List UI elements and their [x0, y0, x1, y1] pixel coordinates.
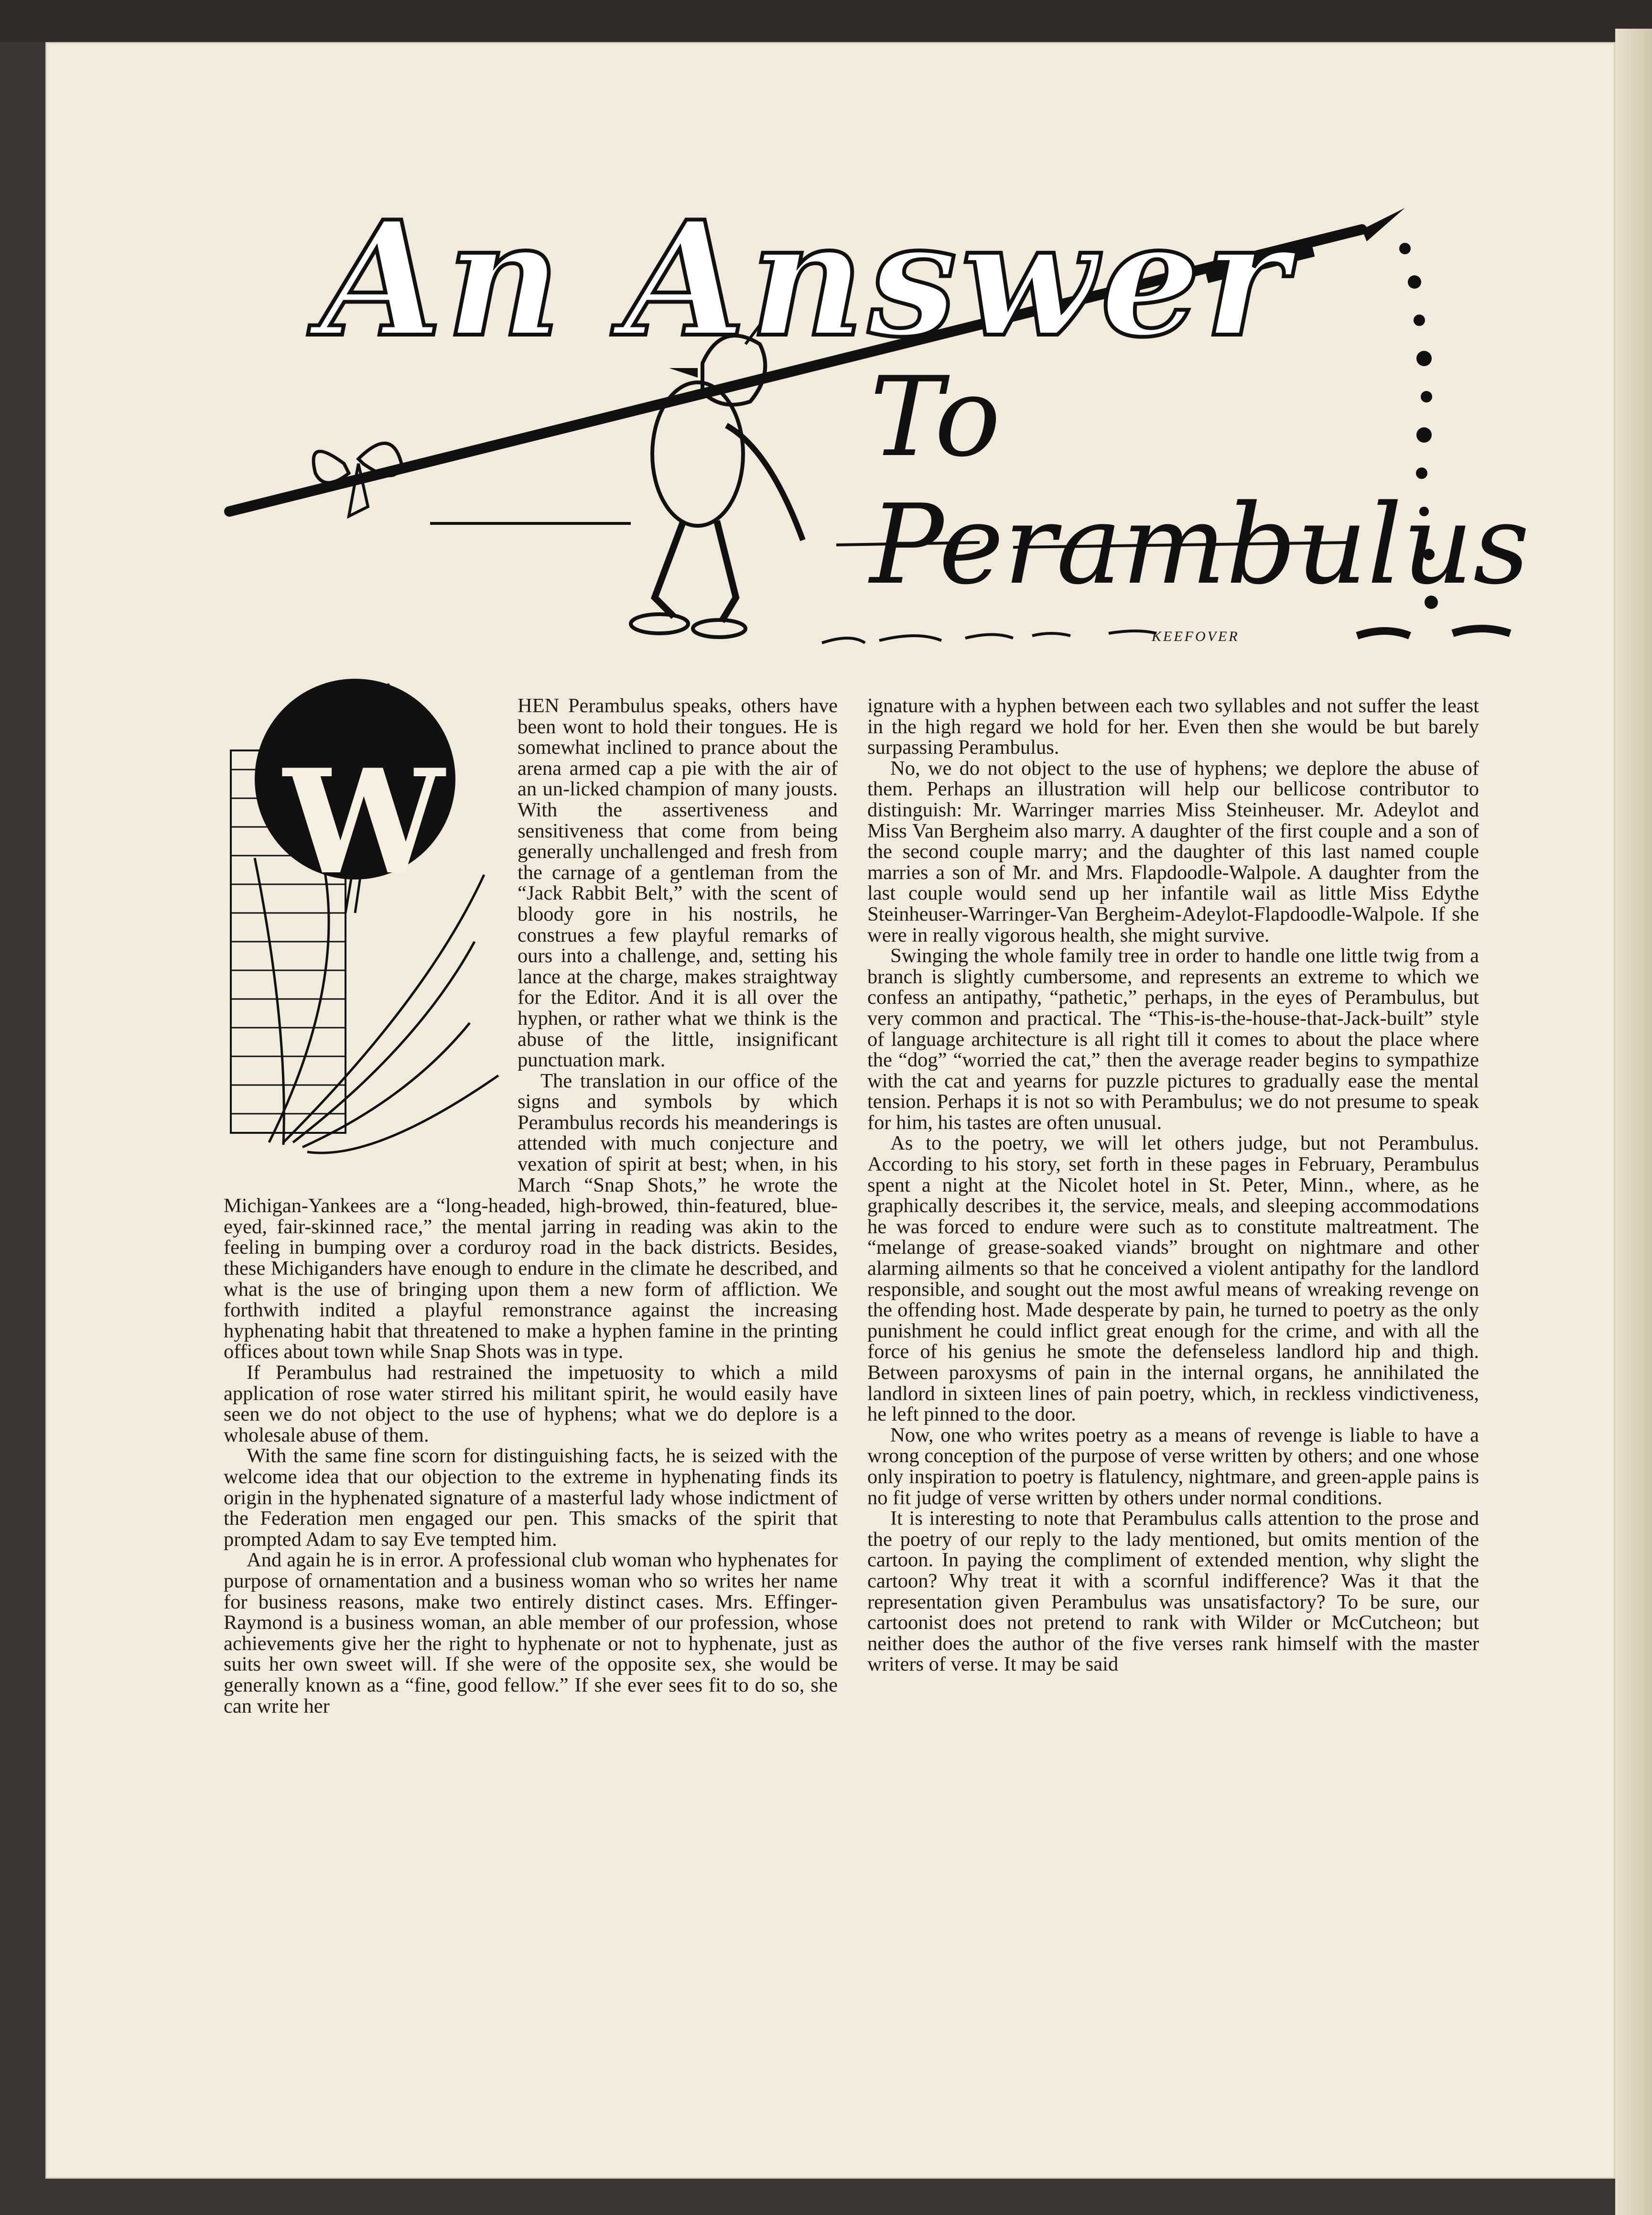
article-column-left — [224, 695, 838, 1716]
paragraph: ignature with a hyphen between each two syllables and not suffer the least in the high regard we hold for her. Even then she would be but barely surpassing Perambulus. — [867, 695, 1479, 759]
article-title-line1: An Answer — [320, 186, 1292, 372]
scan-right-edge — [1615, 29, 1652, 2215]
scan-top-edge — [0, 0, 1652, 42]
paragraph: As to the poetry, we will let others judge, but not Perambulus. According to his story, set forth in these pages in February, Perambulus spent a night at the Nicolet hotel in St. Peter, Minn., where, as he graphically describes it, the service, meals, and sleeping accommodations he was forced to endure were such as to constitute maltreatment. The “melange of grease-soaked viands” brought on nightmare and other alarming ailments so that he conceived a violent antipathy for the landlord responsible, and sought out the most awful means of wreaking revenge on the offending host. Made desperate by pain, he turned to poetry as the only punishment he could inflict great enough for the crime, and with all the force of his genius he smote the defenseless landlord hip and thigh. Between paroxysms of pain in the internal organs, he annihilated the landlord in sixteen lines of pain poetry, which, in reckless vindictiveness, he left pinned to the door. — [867, 1132, 1479, 1426]
ornamental-dropcap — [212, 674, 508, 1195]
paragraph: Swinging the whole family tree in order to handle one little twig from a branch is slightly cumbersome, and represents an extreme to which we confess an antipathy, “pathetic,” perhaps, in the eyes of Perambulus, but very common and practical. The “This-is-the-house-that-Jack-built” style of language architecture is all right till it comes to about the place where the “dog” “worried the cat,” then the average reader begins to sympathize with the cat and yearns for puzzle pictures to gradually ease the mental tension. Perhaps it is not so with Perambulus; we do not presume to speak for him, his tastes are often unusual. — [867, 945, 1479, 1134]
paragraph: No, we do not object to the use of hyphens; we deplore the abuse of them. Perhaps an illustration will help our bellicose contributor to distinguish: Mr. Warringer marries Miss Steinheuser. Mr. Adeylot and Miss Van Bergheim also marry. A daughter of the first couple and a son of the second couple marry; and the daughter of this last named couple marries a son of Mr. and Mrs. Flapdoodle-Walpole. A daughter from the last couple would send up her infantile wail as little Miss Edythe Steinheuser-Warringer-Van Bergheim-Adeylot-Flapdoodle-Walpole. If she were in really vigorous health, she might survive. — [867, 757, 1479, 946]
article-column-right — [867, 695, 1479, 1675]
paragraph: With the same fine scorn for distinguishing facts, he is seized with the welcome idea that our objection to the extreme in hyphenating finds its origin in the hyphenated signature of a masterful lady whose indictment of the Federation men engaged our pen. This smacks of the spirit that prompted Adam to say Eve tempted him. — [224, 1444, 838, 1551]
paragraph: The translation in our office of the signs and symbols by which Perambulus records his meanderings is attended with much conjecture and vexation of spirit at best; when, in his March “Snap Shots,” he wrote the Michigan-Yankees are a “long-headed, high-browed, thin-featured, blue-eyed, fair-skinned race,” the mental jarring in reading was akin to the feeling in bumping over a corduroy road in the back districts. Besides, these Michiganders have enough to endure in the climate he described, and what is the use of bringing upon them a new form of affliction. We forthwith indited a playful remonstrance against the increasing hyphenating habit that threatened to make a hyphen famine in the printing offices about town while Snap Shots was in type. — [224, 1069, 838, 1363]
article-title-line2: To Perambulus — [870, 354, 1530, 609]
article-header-illustration — [201, 158, 1548, 660]
paragraph: Now, one who writes poetry as a means of revenge is liable to have a wrong conception of the purpose of verse written by others; and one whose only inspiration to poetry is flatulency, nightmare, and green-apple pains is no fit judge of verse written by others under normal conditions. — [867, 1423, 1479, 1509]
paragraph: And again he is in error. A professional club woman who hyphenates for purpose of ornamentation and a business woman who so writes her name for business reasons, make two entirely distinct cases. Mrs. Effinger-Raymond is a business woman, an able member of our profession, whose achievements give her the right to hyphenate or not to hyphenate, just as suits her own sweet will. If she were of the opposite sex, she would be generally known as a “fine, good fellow.” If she ever sees fit to do so, she can write her — [224, 1549, 838, 1717]
paragraph: It is interesting to note that Perambulus calls attention to the prose and the poetry of our reply to the lady mentioned, but omits mention of the cartoon. In paying the compliment of extended mention, why slight the cartoon? Why treat it with a scornful indifference? Was it that the representation given Perambulus was unsatisfactory? To be sure, our cartoonist does not pretend to rank with Wilder or McCutcheon; but neither does the author of the five verses rank himself with the master writers of verse. It may be said — [867, 1507, 1479, 1676]
illustrator-signature: KEEFOVER — [1152, 629, 1240, 644]
paragraph: HEN Perambulus speaks, others have been wont to hold their tongues. He is somewhat inclined to prance about the arena armed cap a pie with the air of an un-licked champion of many jousts. With the assertiveness and sensitiveness that come from being generally unchallenged and fresh from the carnage of a gentleman from the “Jack Rabbit Belt,” with the scent of bloody gore in his nostrils, he construes a few playful remarks of ours into a challenge, and, setting his lance at the charge, makes straightway for the Editor. And it is all over the hyphen, or rather what we think is the abuse of the little, insignificant punctuation mark. — [518, 695, 838, 1072]
paragraph: If Perambulus had restrained the impetuosity to which a mild application of rose water stirred his militant spirit, he would easily have seen we do not object to the use of hyphens; what we do deplore is a wholesale abuse of them. — [224, 1361, 838, 1446]
dropcap-letter: W — [283, 738, 444, 906]
